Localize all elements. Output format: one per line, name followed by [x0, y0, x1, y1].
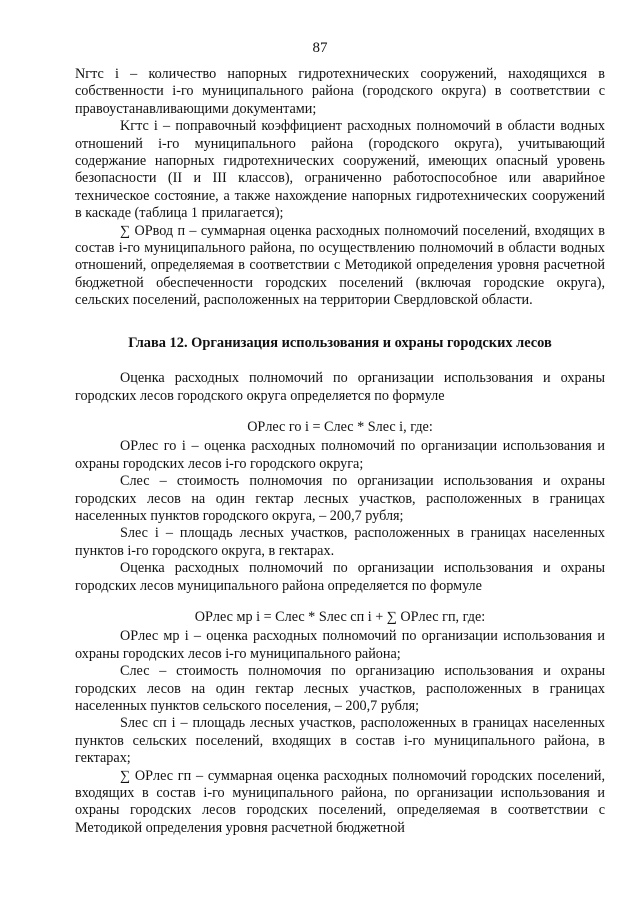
- definition-s-les-sp: Sлес сп i – площадь лесных участков, расположенных в границах населенных пунктов сельских поселений, входящих в состав i-го муниципального района, в гектарах;: [75, 715, 605, 767]
- definition-c-les-go: Слес – стоимость полномочия по организации использования и охраны городских лесов на один гектар лесных участков, расположенных в границах населенных пунктов городского округа, – 200,7 рубля;: [75, 473, 605, 524]
- page-number: 87: [312, 40, 328, 56]
- definition-or-les-go: ОРлес го i – оценка расходных полномочий по организации использования и охраны городских лесов i-го городского округа;: [75, 438, 605, 472]
- formula-municipal-district: ОРлес мр i = Слес * Sлес сп i + ∑ ОРлес гп, где:: [194, 608, 486, 625]
- page-body: [75, 66, 605, 837]
- definition-s-les-go: Sлес i – площадь лесных участков, расположенных в границах населенных пунктов i-го городского округа, в гектарах.: [75, 525, 605, 559]
- definition-k-gts: Kгтс i – поправочный коэффициент расходных полномочий в области водных отношений i-го муниципального района (городского округа), учитывающий содержание напорных гидротехнических сооружений, имеющих опасный уровень безопасности (II и III классов), ограниченно работоспособное или аварийное техническое состояние, а также нахождение напорных гидротехнических сооружений в каскаде (таблица 1 прилагается);: [75, 118, 605, 222]
- intro-municipal-district: Оценка расходных полномочий по организации использования и охраны городских лесов муниципального района определяется по формуле: [75, 560, 605, 594]
- definition-or-les-mr: ОРлес мр i – оценка расходных полномочий по организации использования и охраны городских лесов i-го муниципального района;: [75, 628, 605, 662]
- definition-n-gts: Nгтс i – количество напорных гидротехнических сооружений, находящихся в собственности i-го муниципального района (городского округа) в соответствии с правоустанавливающими документами;: [75, 66, 605, 117]
- intro-city-district: Оценка расходных полномочий по организации использования и охраны городских лесов городского округа определяется по формуле: [75, 370, 605, 404]
- definition-c-les-mr: Слес – стоимость полномочия по организацию использования и охраны городских лесов на один гектар лесных участков, расположенных в границах населенных пунктов сельского поселения, – 200,7 рубля;: [75, 663, 605, 714]
- chapter-title: Глава 12. Организация использования и охраны городских лесов: [128, 334, 552, 351]
- definition-sum-or-vod: ∑ ОРвод п – суммарная оценка расходных полномочий поселений, входящих в состав i-го муниципального района, по осуществлению полномочий в области водных отношений, определяемая в соответствии с Методикой определения уровня расчетной бюджетной обеспеченности городских поселений (включая городские округа), сельских поселений, расположенных на территории Свердловской области.: [75, 222, 605, 309]
- definition-sum-or-les-gp: ∑ ОРлес гп – суммарная оценка расходных полномочий городских поселений, входящих в состав i-го муниципального района, по организации использования и охраны городских лесов городских поселений, определяемая в соответствии с Методикой определения уровня расчетной бюджетной: [75, 767, 605, 836]
- formula-city-district: ОРлес го i = Слес * Sлес i, где:: [247, 418, 433, 435]
